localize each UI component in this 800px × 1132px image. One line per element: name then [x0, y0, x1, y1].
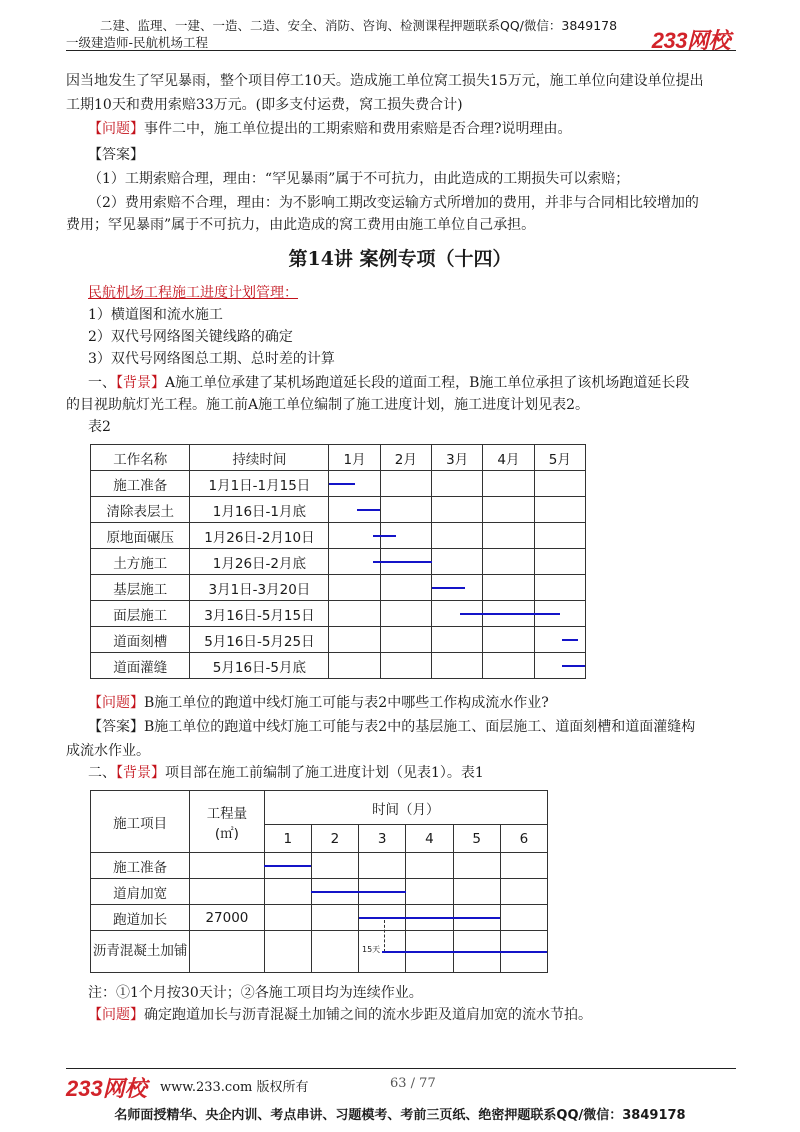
table-header: 工作名称: [91, 445, 190, 471]
work-name: 道面刻槽: [91, 627, 190, 653]
work-name: 面层施工: [91, 601, 190, 627]
gantt-bar: [382, 951, 547, 954]
item-name: 道肩加宽: [91, 879, 190, 905]
gantt-bar: [311, 891, 405, 894]
duration: 1月1日-1月15日: [190, 471, 329, 497]
case1-text: A施工单位承建了某机场跑道延长段的道面工程，B施工单位承担了该机场跑道延长段: [165, 375, 690, 391]
work-name: 土方施工: [91, 549, 190, 575]
gantt-bar: [357, 509, 380, 512]
schedule-table-2: [90, 444, 586, 679]
lag-marker-label: 15天: [362, 945, 381, 954]
gantt-bar: [460, 613, 560, 616]
table-row: [91, 653, 586, 679]
question-line: [88, 1004, 748, 1026]
gantt-bar: [264, 865, 311, 868]
lag-marker-line: [384, 920, 385, 952]
month-header: 4: [406, 825, 453, 853]
table-header: 1月: [329, 445, 380, 471]
answer-line: 费用；罕见暴雨”属于不可抗力，由此造成的窝工费用由施工单位自己承担。: [66, 217, 536, 233]
gantt-bar: [373, 561, 432, 564]
duration: 3月1日-3月20日: [190, 575, 329, 601]
table-header: [190, 791, 264, 853]
table-caption: 表2: [88, 419, 111, 435]
table-row: [91, 575, 586, 601]
work-name: 道面灌缝: [91, 653, 190, 679]
gantt-bar: [562, 665, 585, 668]
brand-logo: 233网校: [651, 28, 730, 53]
footer-logo: 233网校: [66, 1076, 147, 1101]
table-header: 5月: [534, 445, 585, 471]
table-note: 注：①1个月按30天计；②各施工项目均为连续作业。: [88, 985, 423, 1001]
background-label: 【背景】: [116, 375, 165, 391]
paragraph-line: 的目视助航灯光工程。施工前A施工单位编制了施工进度计划，施工进度计划见表2。: [66, 397, 590, 413]
duration: 1月26日-2月底: [190, 549, 329, 575]
footer-promo-line: 名师面授精华、央企内训、考点串讲、习题模考、考前三页纸、绝密押题联系QQ/微信：3849178: [114, 1108, 686, 1123]
gantt-bar: [562, 639, 577, 642]
table-row: [91, 627, 586, 653]
case2-text: 项目部在施工前编制了施工进度计划（见表1）。表1: [165, 765, 484, 781]
case2-prefix: 二、: [88, 765, 116, 781]
paragraph-line: 工期10天和费用索赔33万元。(即多支付运费，窝工损失费合计): [66, 97, 463, 113]
month-header: 1: [264, 825, 311, 853]
table-header: 持续时间: [190, 445, 329, 471]
question-label: 【问题】: [88, 695, 144, 711]
answer-line: 成流水作业。: [66, 743, 150, 759]
table-header: 施工项目: [91, 791, 190, 853]
question-text: B施工单位的跑道中线灯施工可能与表2中哪些工作构成流水作业?: [144, 695, 549, 711]
duration: 1月26日-2月10日: [190, 523, 329, 549]
month-header: 3: [359, 825, 406, 853]
duration: 3月16日-5月15日: [190, 601, 329, 627]
lecture-title: 第14讲 案例专项（十四）: [288, 248, 512, 270]
table-header: 4月: [483, 445, 534, 471]
work-name: 基层施工: [91, 575, 190, 601]
quantity: [190, 853, 264, 879]
header-divider: [66, 50, 736, 51]
paragraph-line: 因当地发生了罕见暴雨，整个项目停工10天。造成施工单位窝工损失15万元，施工单位向建设单位提出: [66, 73, 704, 89]
quantity: [190, 879, 264, 905]
month-header: 2: [311, 825, 358, 853]
qty-unit: (㎡): [214, 825, 239, 842]
item-name: 施工准备: [91, 853, 190, 879]
footer-site[interactable]: www.233.com 版权所有: [160, 1080, 309, 1095]
answer-text: B施工单位的跑道中线灯施工可能与表2中的基层施工、面层施工、道面刻槽和道面灌缝构: [144, 719, 696, 735]
table-header: 3月: [432, 445, 483, 471]
list-item: 2）双代号网络图关键线路的确定: [88, 329, 293, 345]
quantity: [190, 931, 264, 973]
case1-background: [88, 372, 748, 394]
table-row: [91, 523, 586, 549]
answer-label: 【答案】: [88, 147, 144, 163]
background-label: 【背景】: [116, 765, 165, 781]
month-header: 6: [500, 825, 547, 853]
list-item: 1）横道图和流水施工: [88, 307, 223, 323]
case1-prefix: 一、: [88, 375, 116, 391]
answer-line: [88, 716, 748, 738]
gantt-bar: [373, 535, 396, 538]
duration: 5月16日-5月底: [190, 653, 329, 679]
answer-line: （1）工期索赔合理，理由：“罕见暴雨”属于不可抗力，由此造成的工期损失可以索赔；: [88, 171, 630, 187]
question-label: 【问题】: [88, 1007, 144, 1023]
work-name: 原地面碾压: [91, 523, 190, 549]
table-header: 时间（月）: [264, 791, 547, 825]
table-header: 2月: [380, 445, 431, 471]
duration: 1月16日-1月底: [190, 497, 329, 523]
table-row: [91, 853, 548, 879]
gantt-bar: [432, 587, 465, 590]
header-subject: 一级建造师-民航机场工程: [66, 35, 209, 50]
table-row: [91, 549, 586, 575]
schedule-table-1: [90, 790, 548, 973]
table-row: [91, 497, 586, 523]
question-line: [88, 692, 748, 714]
question-line: [88, 118, 748, 140]
answer-line: （2）费用索赔不合理，理由：为不影响工期改变运输方式所增加的费用，并非与合同相比较增加的: [88, 195, 699, 211]
month-header: 5: [453, 825, 500, 853]
work-name: 施工准备: [91, 471, 190, 497]
gantt-bar: [359, 917, 501, 920]
answer-label: 【答案】: [88, 719, 144, 735]
item-name: 沥青混凝土加铺: [91, 931, 190, 973]
question-text: 事件二中，施工单位提出的工期索赔和费用索赔是否合理?说明理由。: [144, 121, 572, 137]
question-text: 确定跑道加长与沥青混凝土加铺之间的流水步距及道肩加宽的流水节拍。: [144, 1007, 592, 1023]
work-name: 清除表层土: [91, 497, 190, 523]
quantity: 27000: [190, 905, 264, 931]
topic-heading: 民航机场工程施工进度计划管理：: [88, 285, 298, 301]
duration: 5月16日-5月25日: [190, 627, 329, 653]
gantt-bar: [329, 483, 355, 486]
list-item: 3）双代号网络图总工期、总时差的计算: [88, 351, 335, 367]
page-number: 63 / 77: [390, 1076, 436, 1091]
question-label: 【问题】: [88, 121, 144, 137]
qty-header: 工程量: [206, 805, 248, 822]
header-promo-line: 二建、监理、一建、一造、二造、安全、消防、咨询、检测课程押题联系QQ/微信：3849178: [100, 18, 618, 33]
item-name: 跑道加长: [91, 905, 190, 931]
footer-divider: [66, 1068, 736, 1069]
case2-background: [88, 762, 748, 784]
